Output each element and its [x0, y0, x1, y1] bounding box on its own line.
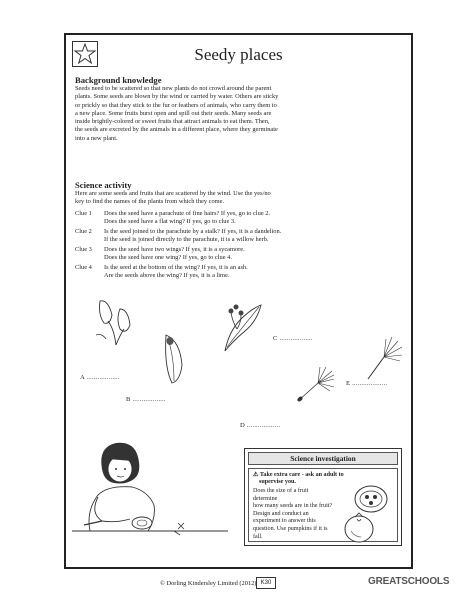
activity-heading: Science activity: [75, 180, 132, 190]
investigation-heading: Science investigation: [248, 452, 398, 465]
background-text: Seeds need to be scattered so that new plants do not crowd around the parent plants. Some seeds are blown by the wind or carried by water. Others are sticky or prickly so that they stick to the fur or feathers of animals, who carry them to a new place. Some fruits burst open and spill out their seeds. Many seeds are inside brightly-colored or sweet fruits that attract animals to eat them. Then, the seeds are excreted by the animals in a different place, where they germinate into a new plant.: [75, 85, 279, 142]
blank-d[interactable]: D ..................: [240, 422, 281, 429]
blank-b[interactable]: B ..................: [126, 396, 166, 403]
dandelion-seed-illustration: [292, 365, 336, 407]
page-footer: [0, 576, 474, 590]
ash-seed-illustration: [90, 295, 140, 351]
investigation-body: [248, 468, 398, 542]
copyright: © Dorling Kindersley Limited (2012): [160, 580, 257, 587]
blank-a[interactable]: A ..................: [80, 374, 120, 381]
background-heading: Background knowledge: [75, 75, 162, 85]
single-wing-seed-illustration: [158, 331, 188, 387]
warning-icon: ⚠: [253, 472, 259, 478]
lime-seed-illustration: [211, 295, 267, 355]
clue-2: Clue 2 Is the seed joined to the parachute by a stalk? If yes, it is a dandelion. If the seed is joined directly to the parachute, it is a willow herb.: [75, 228, 282, 244]
worksheet-page: [64, 33, 413, 569]
safety-warning: ⚠ Take extra care - ask an adult to supervise you.: [253, 472, 344, 485]
willow-herb-seed-illustration: [362, 335, 406, 383]
page-title: Seedy places: [194, 45, 283, 64]
clue-3: Clue 3 Does the seed have two wings? If yes, it is a sycamore. Does the seed have one wing? If yes, go to clue 4.: [75, 246, 245, 262]
science-investigation-box: [244, 448, 402, 546]
greatschools-logo: GREATSCHOOLS: [368, 576, 450, 587]
tomato-illustration: [337, 483, 399, 545]
clue-4: Clue 4 Is the seed at the bottom of the wing? If yes, it is an ash. Are the seeds above the wing? If yes, it is a lime.: [75, 264, 248, 280]
girl-cutting-fruit-illustration: [68, 435, 234, 555]
worksheet-code: K30: [256, 577, 276, 589]
activity-intro: Here are some seeds and fruits that are scattered by the wind. Use the yes/no key to find the names of the plants from which they come.: [75, 190, 271, 206]
blank-e[interactable]: E ...................: [346, 380, 388, 387]
investigation-text: Does the size of a fruit determine how many seeds are in the fruit? Design and conduct an experiment to answer this question. Use pumpkins if it is fall.: [253, 488, 333, 540]
clue-1: Clue 1 Does the seed have a parachute of fine hairs? If yes, go to clue 2. Does the seed have a flat wing? If yes, go to clue 3.: [75, 210, 271, 226]
blank-c[interactable]: C ..................: [273, 335, 313, 342]
